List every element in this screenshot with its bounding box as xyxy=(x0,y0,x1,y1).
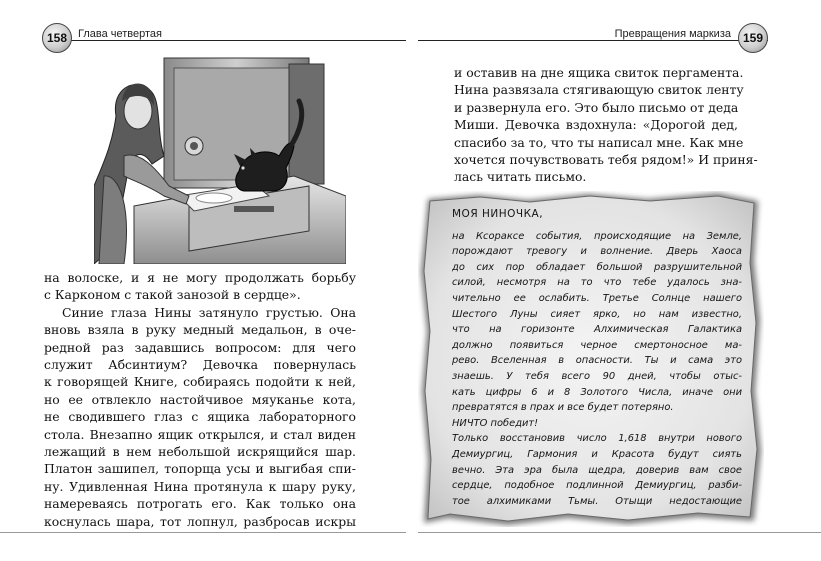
right-line: и оставив на дне ящика свиток пергамента. xyxy=(454,65,744,80)
right-page-text xyxy=(454,64,758,186)
right-page-number: 159 xyxy=(742,31,764,45)
left-line: на волоске, и я не могу продолжать борьбу xyxy=(44,270,356,285)
left-line: стола. Внезапно ящик открылся, и стал виден xyxy=(44,426,356,442)
left-line: служит Абсинтиум? Девочка повернулась xyxy=(44,357,356,373)
letter-line: что на горизонте Алхимическая Галактика xyxy=(452,324,742,336)
letter-line: рево. Вселенная в опасности. Ты и сама это xyxy=(452,355,742,367)
left-line: с Карконом с такой занозой в сердце». xyxy=(44,287,301,303)
left-chapter-title: Глава четвертая xyxy=(78,28,162,40)
right-line: Нина развязала стягивающую свиток ленту xyxy=(454,82,744,98)
left-line: но ее отвлекло настойчивое мяуканье кота, xyxy=(44,391,356,407)
letter-line: знаешь. У тебя всего 90 дней, чтобы отыс- xyxy=(452,370,742,382)
letter-line: превратятся в прах и все будет потеряно. xyxy=(452,402,674,414)
letter-line: до сих пор обладает большой разрушительной xyxy=(452,261,742,273)
left-line: не сводившего глаз с ящика лабораторного xyxy=(44,409,356,425)
right-line: спасибо за то, что ты написал мне. Как мне xyxy=(454,134,744,150)
parchment-letter xyxy=(418,191,764,527)
letter-line: кать цифры 6 и 8 Золотого Числа, иначе они xyxy=(452,386,742,398)
header-rule-left xyxy=(44,40,406,41)
letter-line: Только восстановив число 1,618 внутри нового xyxy=(452,433,742,445)
left-line: Платон зашипел, топорща усы и выгибая спи- xyxy=(44,461,356,477)
left-line: коснулась шара, тот лопнул, разбросав искры xyxy=(44,513,356,529)
right-running-title: Превращения маркиза xyxy=(614,28,731,40)
right-page-number-badge xyxy=(738,23,768,53)
letter-line: силой, несмотря на то что тебе удалось зна- xyxy=(452,277,742,289)
right-line: хочется почувствовать тебя рядом!» И приня- xyxy=(454,152,758,168)
right-line: Миши. Девочка вздохнула: «Дорогой дед, xyxy=(454,117,738,133)
letter-line: должно появиться черное смертоносное ма- xyxy=(452,339,742,351)
letter-line: порождают тревогу и волнение. Дверь Хаоса xyxy=(452,246,742,258)
header-rule-right xyxy=(418,40,768,41)
right-line: и развернула его. Это было письмо от деда xyxy=(454,99,739,115)
letter-salutation: МОЯ НИНОЧКА, xyxy=(452,208,544,220)
left-line: намереваясь потрогать его. Как только она xyxy=(44,496,356,512)
letter-text xyxy=(452,207,742,509)
letter-line: тое алхимиками Тьмы. Отыщи недостающие xyxy=(452,495,742,507)
letter-line: вечно. Эта эра была щедра, доверив вам свое xyxy=(452,464,742,476)
footer-rule-right xyxy=(418,532,821,533)
girl-and-cat-at-lab-drawer-illustration xyxy=(94,56,346,264)
letter-line: Демиургиц, Гармония и Красота будут сиять xyxy=(452,448,742,460)
left-line: к говорящей Книге, собираясь подойти к ней, xyxy=(44,374,356,390)
left-line: редной раз задавшись вопросом: для чего xyxy=(44,339,356,355)
left-page-number-badge xyxy=(42,23,72,53)
footer-rule-left xyxy=(0,532,406,533)
letter-line: на Ксораксе события, происходящие на Земле, xyxy=(452,230,742,242)
letter-line: Шестого Луны сияет ярко, но нам известно, xyxy=(452,308,742,320)
left-line: ну. Удивленная Нина протянула к шару руку, xyxy=(44,478,356,494)
left-page-number: 158 xyxy=(46,31,68,45)
left-page-text xyxy=(44,269,356,530)
letter-line: чительно ее ослабить. Третье Солнце нашего xyxy=(452,292,742,304)
letter-line: сердце, подобное подлинной Демиургиц, разби- xyxy=(452,480,742,492)
left-line: вновь взяла в руку медный медальон, в оче- xyxy=(44,322,356,338)
left-line: Синие глаза Нины затянуло грустью. Она xyxy=(62,304,356,320)
left-line: лежащий в нем небольшой искрящийся шар. xyxy=(44,444,356,460)
letter-line: НИЧТО победит! xyxy=(452,417,539,429)
right-line: лась читать письмо. xyxy=(454,169,587,185)
